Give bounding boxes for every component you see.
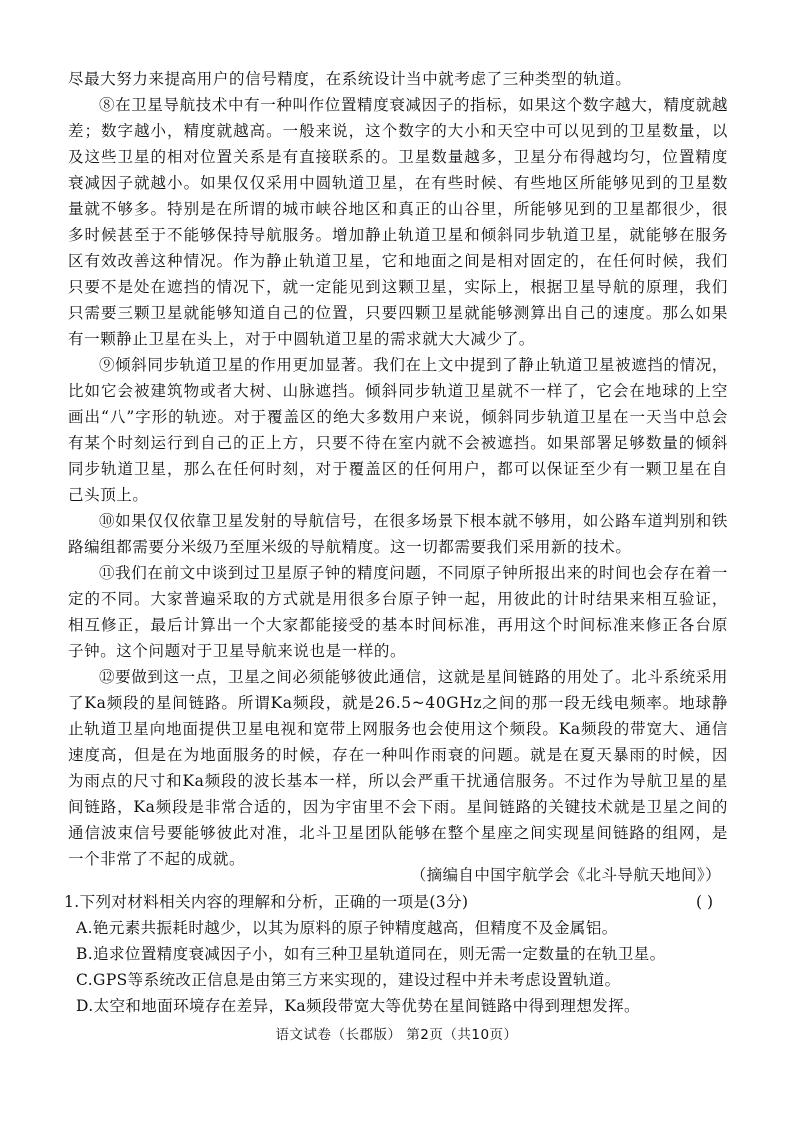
question-stem: 1.下列对材料相关内容的理解和分析，正确的一项是(3分) — [64, 893, 469, 911]
paragraph-11: ⑪我们在前文中谈到过卫星原子钟的精度问题，不同原子钟所报出来的时间也会存在着一定的不同。大家普遍采取的方式就是用很多台原子钟一起，用彼此的计时结果来相互验证，相互修正，最后计算出一个大家都能接受的基本时间标准，再用这个时间标准来修正各台原子钟。这个问题对于卫星导航来说也是一样的。 — [68, 564, 728, 660]
paragraph-continuation: 尽最大努力来提高用户的信号精度，在系统设计当中就考虑了三种类型的轨道。 — [68, 70, 632, 88]
option-d: D.太空和地面环境存在差异，Ka频段带宽大等优势在星间链路中得到理想发挥。 — [76, 997, 640, 1015]
paragraph-8: ⑧在卫星导航技术中有一种叫作位置精度衰减因子的指标，如果这个数字越大，精度就越差；数字越小，精度就越高。一般来说，这个数字的大小和天空中可以见到的卫星数量，以及这些卫星的相对位置关系是有直接联系的。卫星数量越多，卫星分布得越均匀，位置精度衰减因子就越小。如果仅仅采用中圆轨道卫星，在有些时候、有些地区所能够见到的卫星数量就不够多。特别是在所谓的城市峡谷地区和真正的山谷里，所能够见到的卫星都很少，很多时候甚至于不能够保持导航服务。增加静止轨道卫星和倾斜同步轨道卫星，就能够在服务区有效改善这种情况。作为静止轨道卫星，它和地面之间是相对固定的，在任何时候，我们只要不是处在遮挡的情况下，就一定能见到这颗卫星，实际上，根据卫星导航的原理，我们只需要三颗卫星就能够知道自己的位置，只要四颗卫星就能够测算出自己的速度。那么如果有一颗静止卫星在头上，对于中圆轨道卫星的需求就大大减少了。 — [68, 96, 728, 348]
paragraph-9: ⑨倾斜同步轨道卫星的作用更加显著。我们在上文中提到了静止轨道卫星被遮挡的情况，比如它会被建筑物或者大树、山脉遮挡。倾斜同步轨道卫星就不一样了，它会在地球的上空画出“八”字形的轨迹。对于覆盖区的绝大多数用户来说，倾斜同步轨道卫星在一天当中总会有某个时刻运行到自己的正上方，只要不待在室内就不会被遮挡。如果部署足够数量的倾斜同步轨道卫星，那么在任何时刻，对于覆盖区的任何用户，都可以保证至少有一颗卫星在自己头顶上。 — [68, 356, 728, 504]
paragraph-12: ⑫要做到这一点，卫星之间必须能够彼此通信，这就是星间链路的用处了。北斗系统采用了Ka频段的星间链路。所谓Ka频段，就是26.5~40GHz之间的那一段无线电频率。地球静止轨道卫星向地面提供卫星电视和宽带上网服务也会使用这个频段。Ka频段的带宽大、通信速度高，但是在为地面服务的时候，存在一种叫作雨衰的问题。就是在夏天暴雨的时候，因为雨点的尺寸和Ka频段的波长基本一样，所以会严重干扰通信服务。不过作为导航卫星的星间链路，Ka频段是非常合适的，因为宇宙里不会下雨。星间链路的关键技术就是卫星之间的通信波束信号要能够彼此对准，北斗卫星团队能够在整个星座之间实现星间链路的组网，是一个非常了不起的成就。 — [68, 668, 728, 868]
option-b: B.追求位置精度衰减因子小，如有三种卫星轨道同在，则无需一定数量的在轨卫星。 — [76, 945, 666, 963]
source-citation: （摘编自中国宇航学会《北斗导航天地间》） — [410, 866, 721, 884]
option-a: A.铯元素共振耗时越少，以其为原料的原子钟精度越高，但精度不及金属铝。 — [76, 919, 618, 937]
paragraph-10: ⑩如果仅仅依靠卫星发射的导航信号，在很多场景下根本就不够用，如公路车道判别和铁路编组都需要分米级乃至厘米级的导航精度。这一切都需要我们采用新的技术。 — [68, 512, 728, 556]
option-c: C.GPS等系统改正信息是由第三方来实现的，建设过程中并未考虑设置轨道。 — [76, 971, 621, 989]
answer-parentheses: ( ) — [695, 893, 713, 911]
page-footer: 语文试卷（长郡版） 第2页（共10页） — [275, 1027, 518, 1043]
